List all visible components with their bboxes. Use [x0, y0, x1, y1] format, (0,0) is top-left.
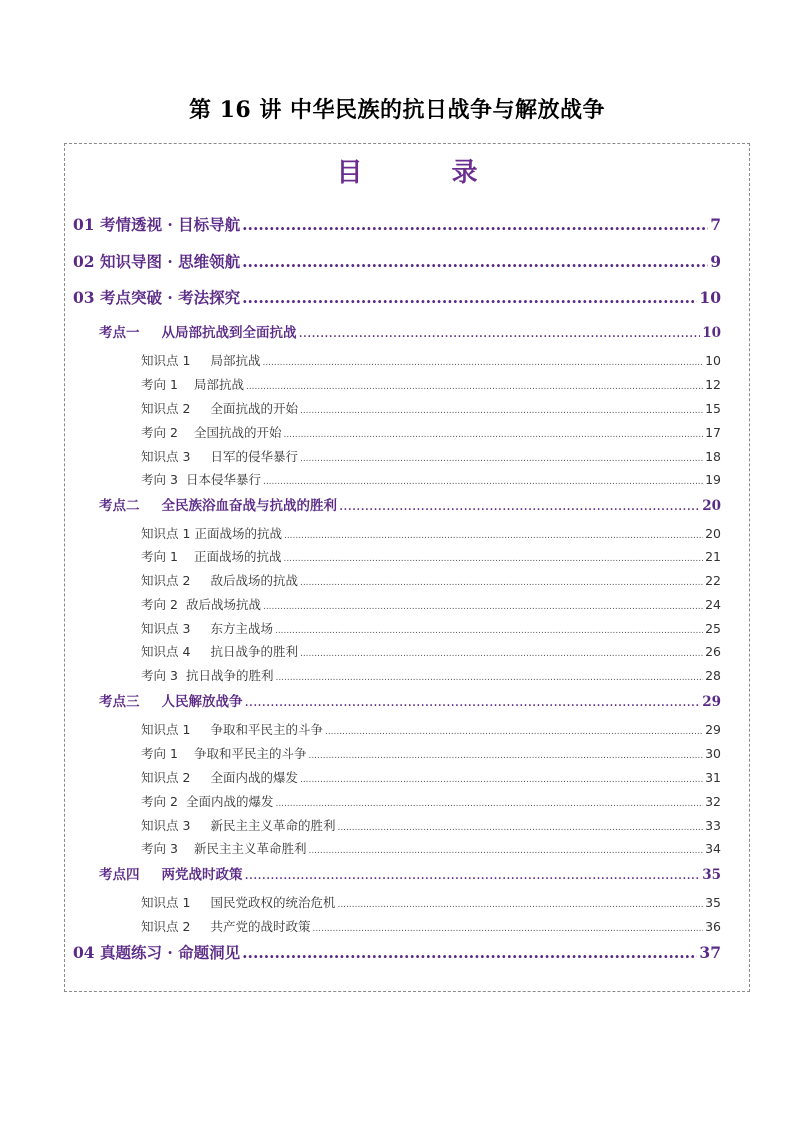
kaodian-label: 考点二 — [99, 498, 140, 514]
page-number: 30 — [705, 746, 721, 761]
dot-leader — [283, 554, 703, 564]
toc-item[interactable] — [141, 720, 721, 738]
page-number: 26 — [705, 644, 721, 659]
item-title: 全面内战的爆发 — [210, 770, 298, 785]
dot-leader — [245, 867, 701, 883]
item-title: 全面内战的爆发 — [185, 794, 274, 809]
item-label: 知识点 3 — [141, 621, 191, 636]
item-label: 考向 3 — [141, 668, 178, 683]
page-number: 36 — [705, 919, 721, 934]
page-number: 35 — [705, 895, 721, 910]
dot-leader — [300, 649, 703, 659]
document-title: 第 16 讲 中华民族的抗日战争与解放战争 — [188, 97, 606, 123]
item-title: 全面抗战的开始 — [210, 401, 298, 416]
item-title: 新民主主义革命胜利 — [193, 841, 307, 856]
toc-item[interactable] — [141, 642, 721, 660]
item-label: 考向 1 — [141, 746, 178, 761]
item-label: 考向 2 — [141, 794, 178, 809]
item-title: 正面战场的抗战 — [194, 526, 282, 541]
toc-item[interactable] — [141, 547, 721, 565]
dot-leader — [263, 602, 703, 612]
toc-kaodian-2[interactable] — [99, 494, 721, 514]
item-label: 考向 1 — [141, 549, 178, 564]
page-number: 10 — [705, 353, 721, 368]
dot-leader — [300, 578, 703, 588]
kaodian-label: 考点四 — [99, 867, 140, 883]
item-title: 日本侵华暴行 — [185, 472, 261, 487]
toc-item[interactable] — [141, 470, 721, 488]
toc-item[interactable] — [141, 351, 721, 369]
dot-leader — [245, 694, 701, 710]
item-title: 日军的侵华暴行 — [210, 449, 298, 464]
item-title: 新民主主义革命的胜利 — [210, 818, 336, 833]
section-label: 04 真题练习 · 命题洞见 — [73, 943, 241, 962]
dot-leader — [325, 727, 703, 737]
page-number: 10 — [699, 288, 721, 307]
page-number: 34 — [705, 841, 721, 856]
toc-item[interactable] — [141, 893, 721, 911]
page-number: 21 — [705, 549, 721, 564]
item-title: 抗日战争的胜利 — [185, 668, 274, 683]
page-number: 29 — [702, 694, 721, 710]
item-label: 考向 2 — [141, 597, 178, 612]
page-number: 18 — [705, 449, 721, 464]
toc-item[interactable] — [141, 619, 721, 637]
item-label: 知识点 2 — [141, 919, 191, 934]
item-label: 知识点 2 — [141, 573, 191, 588]
item-label: 考向 1 — [141, 377, 178, 392]
item-label: 知识点 1 — [141, 895, 191, 910]
item-label: 知识点 2 — [141, 770, 191, 785]
toc-item[interactable] — [141, 571, 721, 589]
dot-leader — [242, 943, 697, 962]
dot-leader — [300, 775, 703, 785]
page-number: 33 — [705, 818, 721, 833]
toc-section-01[interactable] — [73, 213, 721, 235]
toc-kaodian-4[interactable] — [99, 863, 721, 883]
dot-leader — [263, 477, 703, 487]
section-label: 01 考情透视 · 目标导航 — [73, 215, 241, 234]
page-number: 37 — [699, 943, 721, 962]
page-number: 7 — [710, 215, 721, 234]
page-number: 25 — [705, 621, 721, 636]
item-label: 知识点 3 — [141, 818, 191, 833]
dot-leader — [242, 288, 697, 307]
toc-item[interactable] — [141, 768, 721, 786]
page-number: 31 — [705, 770, 721, 785]
page-number: 20 — [705, 526, 721, 541]
page-number: 15 — [705, 401, 721, 416]
toc-section-03[interactable] — [73, 286, 721, 308]
dot-leader — [283, 430, 703, 440]
item-label: 知识点 3 — [141, 449, 191, 464]
kaodian-title: 从局部抗战到全面抗战 — [161, 325, 297, 341]
page-number: 24 — [705, 597, 721, 612]
page-number: 9 — [710, 252, 721, 271]
dot-leader — [242, 215, 708, 234]
toc-item[interactable] — [141, 595, 721, 613]
toc-item[interactable] — [141, 917, 721, 935]
section-label: 02 知识导图 · 思维领航 — [73, 252, 241, 271]
page-number: 17 — [705, 425, 721, 440]
item-title: 正面战场的抗战 — [193, 549, 282, 564]
page-number: 20 — [702, 498, 721, 514]
item-label: 考向 3 — [141, 841, 178, 856]
page-number: 12 — [705, 377, 721, 392]
section-label: 03 考点突破 · 考法探究 — [73, 288, 241, 307]
toc-kaodian-3[interactable] — [99, 690, 721, 710]
item-title: 共产党的战时政策 — [210, 919, 311, 934]
page-number: 19 — [705, 472, 721, 487]
page-number: 29 — [705, 722, 721, 737]
page-number: 35 — [702, 867, 721, 883]
dot-leader — [299, 325, 701, 341]
dot-leader — [300, 406, 703, 416]
item-title: 敌后战场抗战 — [185, 597, 261, 612]
item-title: 争取和平民主的斗争 — [210, 722, 323, 737]
page-number: 22 — [705, 573, 721, 588]
toc-item[interactable] — [141, 744, 721, 762]
kaodian-label: 考点一 — [99, 325, 140, 341]
dot-leader — [275, 799, 703, 809]
page-number: 28 — [705, 668, 721, 683]
dot-leader — [337, 823, 703, 833]
item-title: 局部抗战 — [210, 353, 261, 368]
item-label: 知识点 4 — [141, 644, 191, 659]
dot-leader — [275, 626, 703, 636]
dot-leader — [312, 924, 703, 934]
toc-section-02[interactable] — [73, 250, 721, 272]
toc-item[interactable] — [141, 399, 721, 417]
toc-item[interactable] — [141, 839, 721, 857]
dot-leader — [308, 751, 703, 761]
item-title: 敌后战场的抗战 — [210, 573, 298, 588]
toc-kaodian-1[interactable] — [99, 321, 721, 341]
dot-leader — [337, 900, 703, 910]
toc-item[interactable] — [141, 447, 721, 465]
item-label: 知识点 2 — [141, 401, 191, 416]
toc-item[interactable] — [141, 375, 721, 393]
dot-leader — [262, 358, 703, 368]
dot-leader — [242, 252, 708, 271]
page-number: 10 — [702, 325, 721, 341]
toc-item[interactable] — [141, 524, 721, 542]
dot-leader — [300, 454, 703, 464]
item-label: 考向 3 — [141, 472, 178, 487]
toc-item[interactable] — [141, 423, 721, 441]
dot-leader — [246, 382, 703, 392]
item-title: 局部抗战 — [193, 377, 244, 392]
toc-item[interactable] — [141, 792, 721, 810]
item-label: 考向 2 — [141, 425, 178, 440]
item-title: 争取和平民主的斗争 — [193, 746, 307, 761]
toc-section-04[interactable] — [73, 941, 721, 963]
item-title: 国民党政权的统治危机 — [210, 895, 336, 910]
dot-leader — [275, 673, 703, 683]
kaodian-title: 两党战时政策 — [161, 867, 243, 883]
page-number: 32 — [705, 794, 721, 809]
item-label: 知识点 1 — [141, 722, 191, 737]
item-title: 全国抗战的开始 — [193, 425, 282, 440]
kaodian-title: 人民解放战争 — [161, 694, 243, 710]
dot-leader — [284, 531, 703, 541]
item-label: 知识点 1 — [141, 353, 191, 368]
kaodian-label: 考点三 — [99, 694, 140, 710]
kaodian-title: 全民族浴血奋战与抗战的胜利 — [161, 498, 337, 514]
dot-leader — [339, 498, 700, 514]
toc-item[interactable] — [141, 816, 721, 834]
item-title: 东方主战场 — [210, 621, 273, 636]
toc-item[interactable] — [141, 666, 721, 684]
dot-leader — [308, 846, 703, 856]
item-title: 抗日战争的胜利 — [210, 644, 298, 659]
toc-box — [64, 143, 750, 992]
item-label: 知识点 1 — [141, 526, 191, 541]
toc-heading: 目 录 — [336, 158, 518, 188]
